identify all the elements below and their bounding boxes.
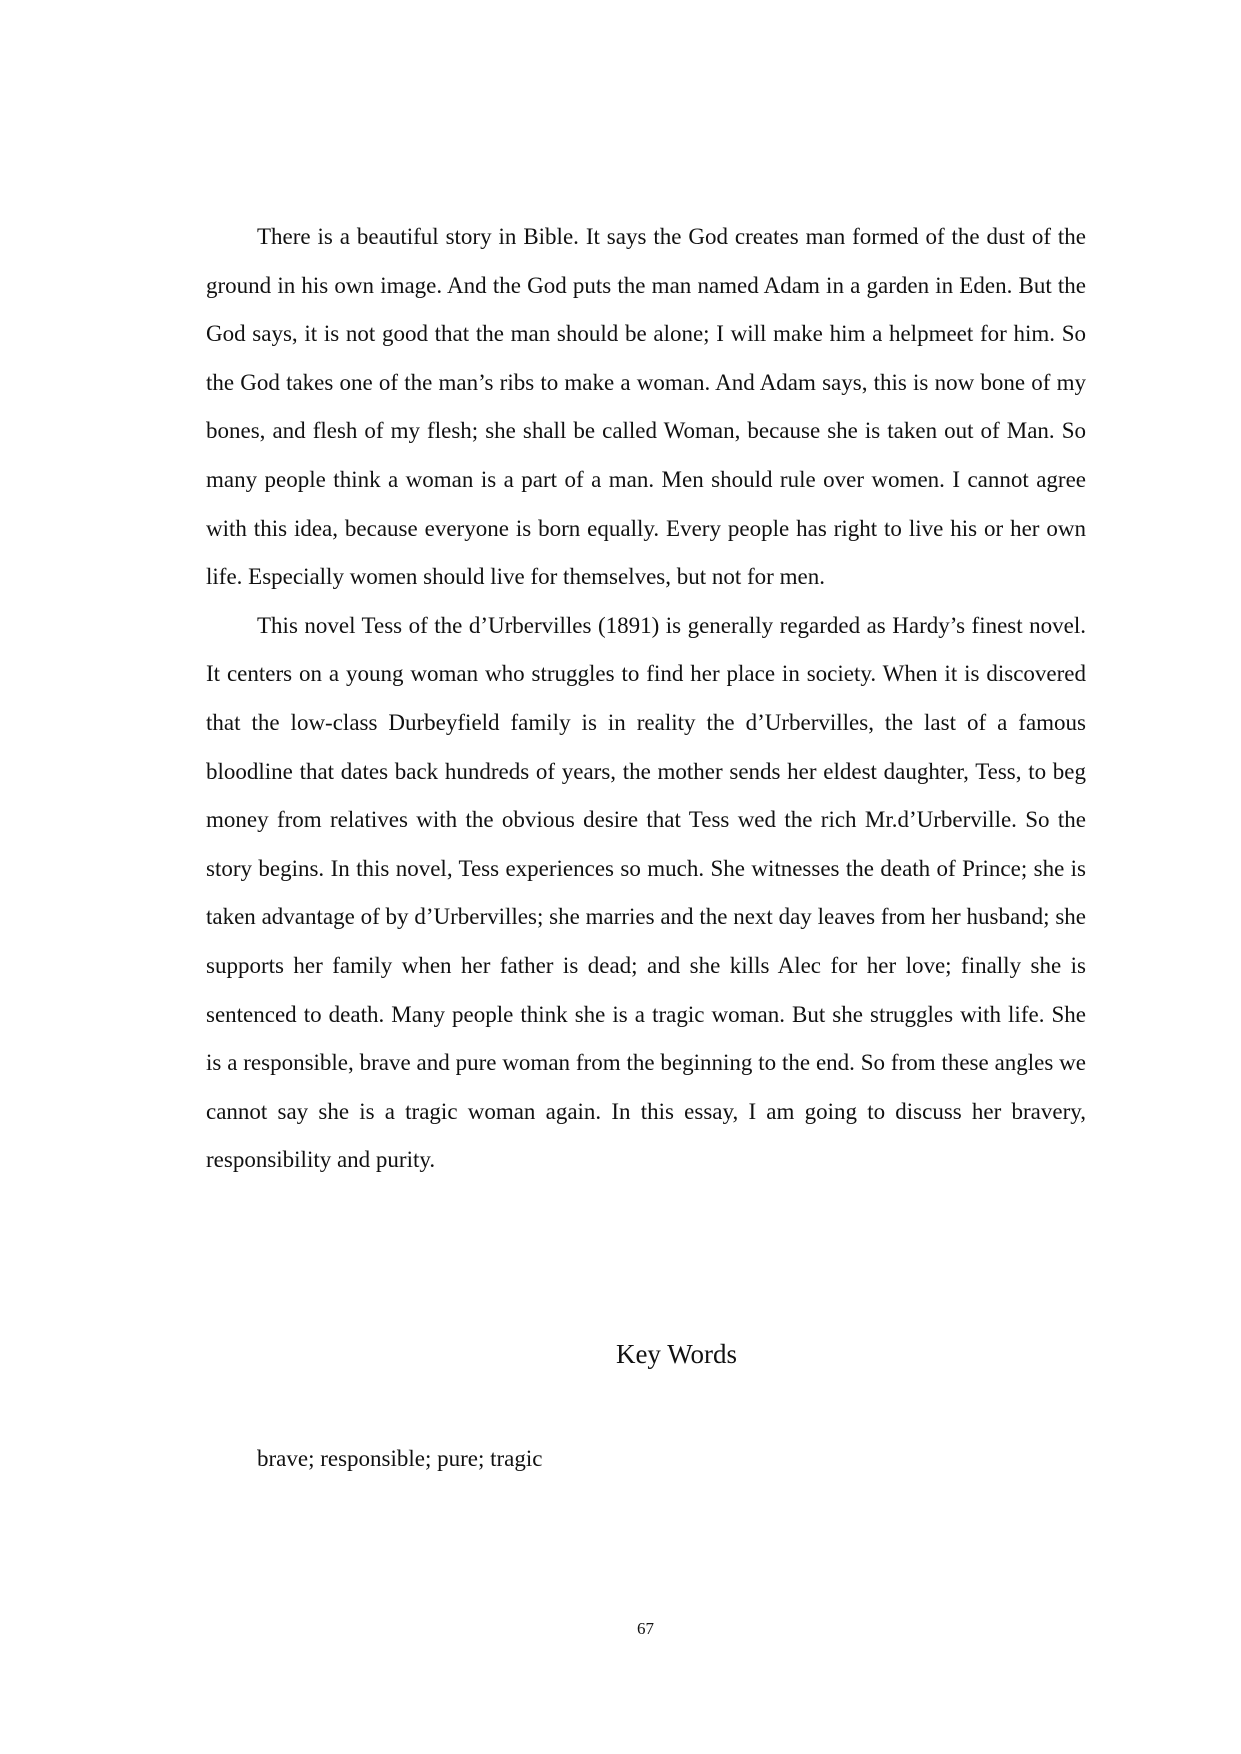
abstract-body [206, 213, 1086, 1185]
page-number [0, 1619, 1241, 1639]
paragraph-novel-summary: This novel Tess of the d’Urbervilles (1891) is generally regarded as Hardy’s finest novel. It centers on a young woman who struggles to find her place in society. When it is discovered that the low-class Durbeyfield family is in reality the d’Urbervilles, the last of a famous bloodline that dates back hundreds of years, the mother sends her eldest daughter, Tess, to beg money from relatives with the obvious desire that Tess wed the rich Mr.d’Urberville. So the story begins. In this novel, Tess experiences so much. She witnesses the death of Prince; she is taken advantage of by d’Urbervilles; she marries and the next day leaves from her husband; she supports her family when her father is dead; and she kills Alec for her love; finally she is sentenced to death. Many people think she is a tragic woman. But she struggles with life. She is a responsible, brave and pure woman from the beginning to the end. So from these angles we cannot say she is a tragic woman again. In this essay, I am going to discuss her bravery, responsibility and purity. [206, 612, 1086, 1173]
key-words-heading [0, 1336, 1241, 1372]
page-number-text: 67 [637, 1619, 654, 1638]
paragraph-intro: There is a beautiful story in Bible. It says the God creates man formed of the dust of the ground in his own image. And the God puts the man named Adam in a garden in Eden. But the God says, it is not good that the man should be alone; I will make him a helpmeet for him. So the God takes one of the man’s ribs to make a woman. And Adam says, this is now bone of my bones, and flesh of my flesh; she shall be called Woman, because she is taken out of Man. So many people think a woman is a part of a man. Men should rule over women. I cannot agree with this idea, because everyone is born equally. Every people has right to live his or her own life. Especially women should live for themselves, but not for men. [206, 224, 1086, 590]
key-words-heading-text: Key Words [615, 1339, 738, 1369]
key-words-list: brave; responsible; pure; tragic [257, 1446, 543, 1471]
